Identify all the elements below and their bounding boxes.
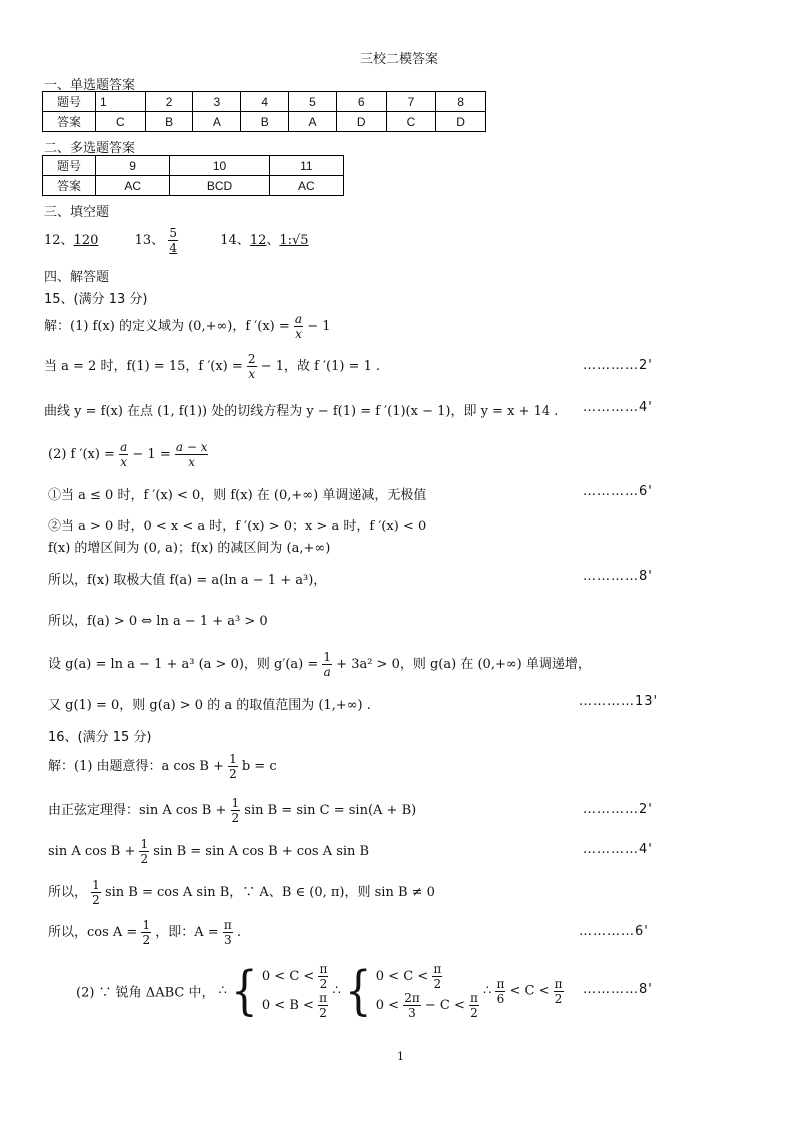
q12-answer: 120 bbox=[73, 233, 99, 248]
q14-label: 14、 bbox=[220, 233, 250, 248]
table-cell: D bbox=[436, 112, 486, 132]
table-cell: D bbox=[336, 112, 386, 132]
q16-line-4: 所以， $\frac{1}{2}$ sin B = cos A sin B，∵ A、B ∈ (0, π)，则 sin B ≠ 0 bbox=[48, 878, 435, 907]
score-mark: …………2' bbox=[583, 802, 653, 817]
system-1: 0 < C < $\frac{\pi}{2}$ 0 < B < $\frac{\pi}{2}$ bbox=[261, 962, 328, 1020]
row-label: 题号 bbox=[43, 156, 96, 176]
table-cell: A bbox=[193, 112, 241, 132]
q15-line-6: ②当 a > 0 时，0 < x < a 时，f ′(x) > 0；x > a 时，f ′(x) < 0 bbox=[48, 519, 427, 534]
q14-answer-2: 1:√5 bbox=[279, 233, 309, 248]
table-cell: 11 bbox=[269, 156, 343, 176]
q13-label: 13、 bbox=[134, 233, 165, 248]
score-mark: …………2' bbox=[583, 358, 653, 373]
section-multi-choice: 二、多选题答案 bbox=[44, 141, 136, 156]
row-label: 题号 bbox=[43, 92, 96, 112]
brace-icon: { bbox=[344, 959, 372, 1021]
table-cell: C bbox=[96, 112, 146, 132]
document-title: 三校二模答案 bbox=[360, 52, 439, 67]
q16-line-2: 由正弦定理得：sin A cos B + $\frac{1}{2}$ sin B = sin C = sin(A + B) bbox=[48, 796, 417, 825]
q16-line-3: sin A cos B + $\frac{1}{2}$ sin B = sin A cos B + cos A sin B bbox=[48, 837, 370, 866]
table-row bbox=[43, 176, 344, 196]
q15-line-5: ①当 a ≤ 0 时，f ′(x) < 0，则 f(x) 在 (0,+∞) 单调递减，无极值 bbox=[48, 488, 427, 503]
score-mark: …………13' bbox=[579, 694, 659, 709]
section-fill-blank: 三、填空题 bbox=[44, 205, 110, 220]
multi-choice-table bbox=[42, 155, 344, 196]
q16-header: 16、(满分 15 分) bbox=[48, 730, 152, 745]
table-row bbox=[43, 156, 344, 176]
table-cell: BCD bbox=[170, 176, 269, 196]
table-cell: 3 bbox=[193, 92, 241, 112]
score-mark: …………6' bbox=[583, 484, 653, 499]
q16-line-5: 所以，cos A = $\frac{1}{2}$ ，即：A = $\frac{\pi}{3}$ . bbox=[48, 918, 241, 947]
table-cell: 2 bbox=[145, 92, 193, 112]
system-2: 0 < C < $\frac{\pi}{2}$ 0 < $\frac{2\pi}{3}$ − C < $\frac{\pi}{2}$ bbox=[375, 962, 478, 1020]
q15-line-3: 曲线 y = f(x) 在点 (1, f(1)) 处的切线方程为 y − f(1) = f ′(1)(x − 1)，即 y = x + 14 . bbox=[44, 404, 559, 419]
q15-line-2: 当 a = 2 时，f(1) = 15，f ′(x) = $\frac{2}{x}$ − 1，故 f ′(1) = 1 . bbox=[44, 352, 381, 381]
table-cell: C bbox=[386, 112, 436, 132]
table-cell: 8 bbox=[436, 92, 486, 112]
table-cell: B bbox=[145, 112, 193, 132]
table-cell: 5 bbox=[289, 92, 337, 112]
q13-answer: $\frac{5}{4}$ bbox=[169, 226, 177, 255]
q15-line-11: 又 g(1) = 0，则 g(a) > 0 的 a 的取值范围为 (1,+∞) . bbox=[48, 698, 371, 713]
q15-line-7: f(x) 的增区间为 (0, a)；f(x) 的减区间为 (a,+∞) bbox=[48, 541, 331, 556]
table-cell: AC bbox=[96, 176, 170, 196]
table-cell: A bbox=[289, 112, 337, 132]
row-label: 答案 bbox=[43, 112, 96, 132]
section-solutions: 四、解答题 bbox=[44, 270, 110, 285]
q15-line-10: 设 g(a) = ln a − 1 + a³ (a > 0)，则 g′(a) = $\frac{1}{a}$ + 3a² > 0，则 g(a) 在 (0,+∞) 单调递增， bbox=[48, 650, 591, 679]
table-cell: 6 bbox=[336, 92, 386, 112]
q16-line-1: 解：(1) 由题意得：a cos B + $\frac{1}{2}$ b = c bbox=[48, 752, 277, 781]
score-mark: …………8' bbox=[583, 569, 653, 584]
fill-blank-answers: 12、120 13、 $\frac{5}{4}$ 14、12、1:√5 bbox=[44, 226, 309, 255]
score-mark: …………4' bbox=[583, 400, 653, 415]
table-cell: 1 bbox=[96, 92, 146, 112]
score-mark: …………8' bbox=[583, 982, 653, 997]
page-number: 1 bbox=[397, 1050, 404, 1063]
q12-label: 12、 bbox=[44, 233, 74, 248]
q16-line-6: (2) ∵ 锐角 ΔABC 中， ∴ { 0 < C < $\frac{\pi}{2}$ 0 < B < $\frac{\pi}{2}$ ∴ { 0 < C < $\frac{\pi}{2}$ 0 < $\frac{2\pi}{3}$ − C < $\frac{\pi}{2}$ ∴ $\frac{\pi}{6}$ < C < $\frac{\pi}{2}$ bbox=[76, 959, 563, 1021]
q15-line-9: 所以，f(a) > 0 ⇔ ln a − 1 + a³ > 0 bbox=[48, 614, 268, 629]
table-cell: B bbox=[241, 112, 289, 132]
table-cell: 4 bbox=[241, 92, 289, 112]
q15-line-8: 所以，f(x) 取极大值 f(a) = a(ln a − 1 + a³)， bbox=[48, 573, 327, 588]
single-choice-table bbox=[42, 91, 486, 132]
section-single-choice: 一、单选题答案 bbox=[44, 78, 136, 93]
table-cell: AC bbox=[269, 176, 343, 196]
table-row bbox=[43, 92, 486, 112]
score-mark: …………6' bbox=[579, 924, 649, 939]
brace-icon: { bbox=[231, 959, 258, 1021]
q15-line-4: (2) f ′(x) = $\frac{a}{x}$ − 1 = $\frac{a - x}{x}$ bbox=[48, 440, 208, 469]
table-row bbox=[43, 112, 486, 132]
q14-answer-1: 12 bbox=[249, 233, 267, 248]
table-cell: 10 bbox=[170, 156, 269, 176]
row-label: 答案 bbox=[43, 176, 96, 196]
q15-line-1: 解：(1) f(x) 的定义域为 (0,+∞)，f ′(x) = $\frac{a}{x}$ − 1 bbox=[44, 312, 331, 341]
table-cell: 7 bbox=[386, 92, 436, 112]
score-mark: …………4' bbox=[583, 842, 653, 857]
q15-header: 15、(满分 13 分) bbox=[44, 292, 148, 307]
table-cell: 9 bbox=[96, 156, 170, 176]
